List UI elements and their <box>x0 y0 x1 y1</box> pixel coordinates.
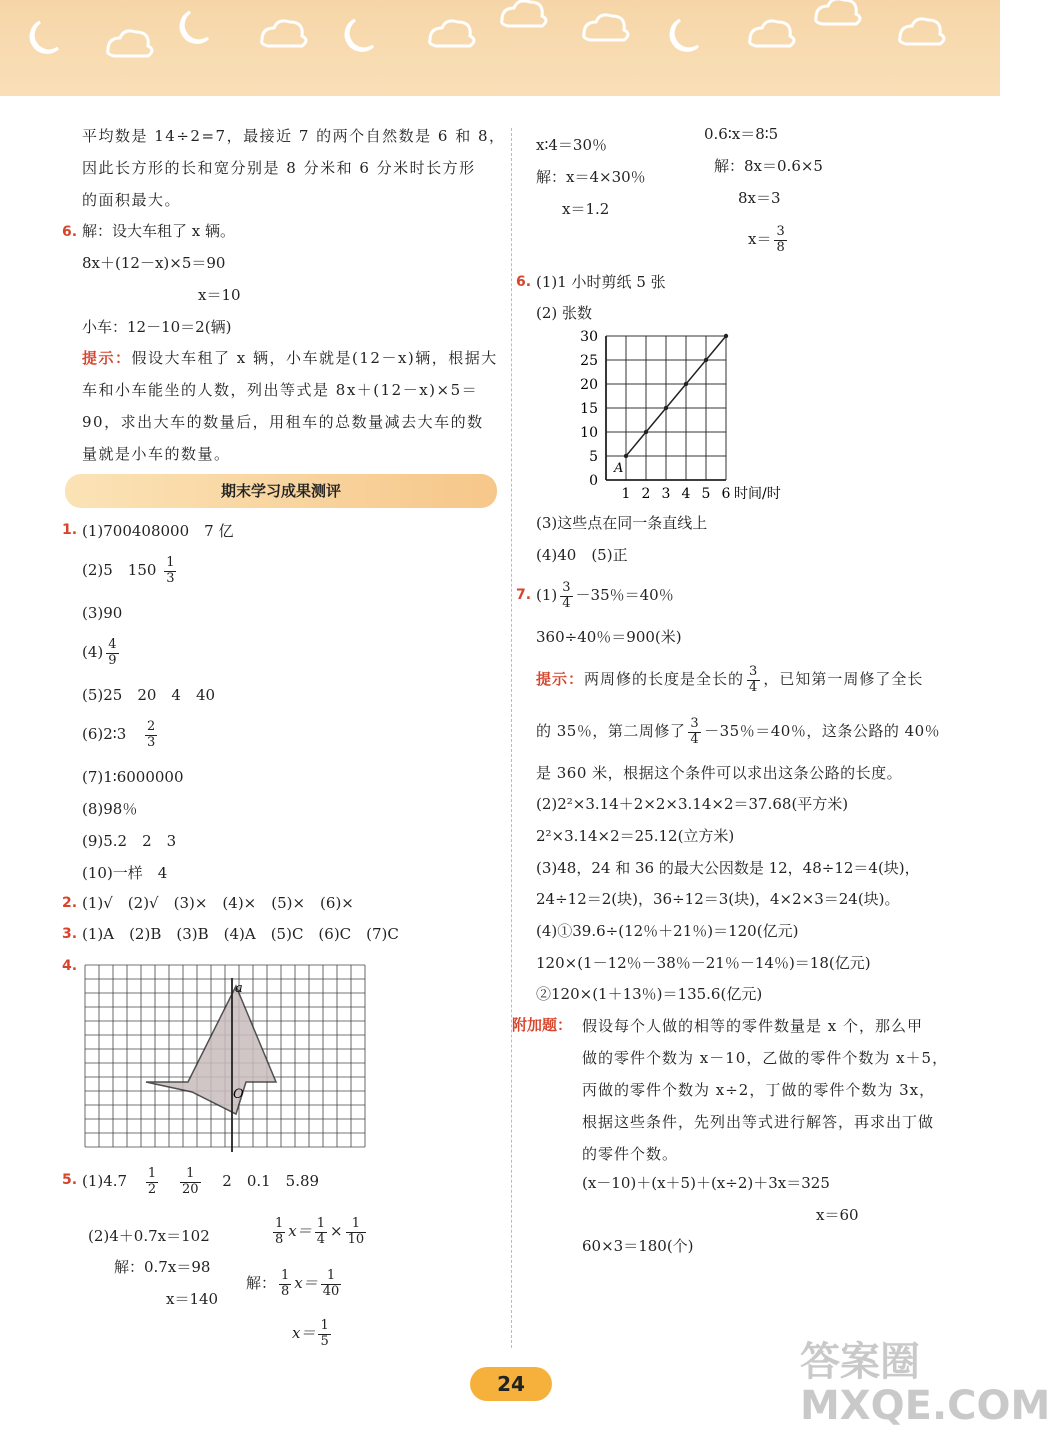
fraction <box>346 1217 367 1248</box>
fraction <box>315 1217 327 1248</box>
watermark-text: 答案圈 MXQE.COM <box>800 1339 1050 1429</box>
fraction <box>146 1167 158 1198</box>
cloud-icon <box>502 1 546 26</box>
answer: (3)这些点在同一条直线上 <box>536 514 708 532</box>
answer-text: (4) <box>82 643 104 661</box>
equation-text: x＝ <box>288 1222 312 1240</box>
equation: (x－10)＋(x＋5)＋(x÷2)＋3x＝325 <box>582 1174 830 1192</box>
answer: (8)98％ <box>82 800 138 818</box>
text-line: 丙做的零件个数为 x÷2，丁做的零件个数为 3x， <box>582 1081 936 1099</box>
column-divider <box>511 128 512 1348</box>
numerator: 3 <box>562 579 571 595</box>
y-tick-label: 15 <box>580 401 598 417</box>
hint-label: 提示： <box>82 349 132 367</box>
question-number: 6. <box>62 224 78 240</box>
numerator: 1 <box>180 1167 201 1183</box>
numerator: 1 <box>316 1215 326 1231</box>
text-line: 车和小车能坐的人数，列出等式是 8x＋(12－x)×5＝ <box>82 381 479 399</box>
answer-text: 2 0.1 5.89 <box>222 1172 320 1190</box>
equation: x＝140 <box>166 1290 219 1308</box>
fraction <box>106 638 118 669</box>
fraction <box>145 720 157 751</box>
left-para-1 <box>82 120 506 216</box>
cloud-icon <box>430 21 474 46</box>
denominator: 4 <box>562 595 571 611</box>
line-chart <box>540 322 800 506</box>
text-line: 做的零件个数为 x－10，乙做的零件个数为 x＋5， <box>582 1049 949 1067</box>
denominator: 3 <box>147 734 156 750</box>
question-number: 6. <box>516 274 532 290</box>
answer-text: (6)2∶3 <box>82 725 127 743</box>
left-hint <box>82 342 502 470</box>
answer: (2) 张数 <box>536 304 593 322</box>
denominator: 4 <box>690 731 700 747</box>
text-line: 因此长方形的长和宽分别是 8 分米和 6 分米时长方形 <box>82 159 476 177</box>
equation <box>246 1264 344 1302</box>
equation: 解：8x＝0.6×5 <box>714 157 823 175</box>
text-line: 量就是小车的数量。 <box>82 445 231 463</box>
cloud-icon <box>262 21 306 46</box>
denominator: 4 <box>749 679 759 695</box>
answer-text: (1)4.7 <box>82 1172 128 1190</box>
equation: x＝1.2 <box>562 200 610 218</box>
text-line: 解：设大车租了 x 辆。 <box>82 222 235 240</box>
watermark <box>800 1340 1050 1428</box>
equation: 0.6∶x＝8∶5 <box>704 125 779 143</box>
hint-text: ，已知第一周修了全长 <box>763 670 924 688</box>
equation: 8x＝3 <box>738 189 781 207</box>
equation-text: x＝ <box>294 1274 318 1292</box>
text-line: 小车：12－10＝2(辆) <box>82 318 232 336</box>
section-header <box>65 474 497 508</box>
numerator: 3 <box>749 663 759 679</box>
answer: (1)√ (2)√ (3)× (4)× (5)× (6)× <box>82 894 354 912</box>
answer-text: (1) <box>536 586 558 604</box>
data-point <box>664 406 668 410</box>
answer: (1)700408000 7 亿 <box>82 522 234 540</box>
fraction <box>273 1217 285 1248</box>
question-number: 3. <box>62 926 78 942</box>
y-tick-label: 10 <box>580 425 598 441</box>
series-line <box>626 336 726 456</box>
data-point <box>724 334 728 338</box>
point-label: A <box>614 461 624 476</box>
equation: 解：0.7x＝98 <box>114 1258 211 1276</box>
denominator: 20 <box>181 1181 199 1197</box>
cloud-icon <box>816 0 860 24</box>
text-line: 的零件个数。 <box>582 1145 679 1163</box>
equation-text: x＝ <box>292 1324 316 1342</box>
cloud-icon <box>584 15 628 40</box>
numerator: 1 <box>147 1165 157 1181</box>
x-tick-label: 5 <box>701 486 711 502</box>
equation <box>270 1212 369 1250</box>
text-line: 90，求出大车的数量后，用租车的总数量减去大车的数 <box>82 413 484 431</box>
answer <box>82 716 160 752</box>
equation <box>748 220 790 258</box>
y-tick-label: 0 <box>589 473 598 489</box>
numerator: 1 <box>321 1269 342 1285</box>
hint-line <box>536 660 923 698</box>
text-line: 假设每个人做的相等的零件数量是 x 个，那么甲 <box>582 1017 923 1035</box>
numerator: 1 <box>320 1317 329 1333</box>
x-tick-label: 2 <box>641 486 651 502</box>
denominator: 2 <box>147 1181 157 1197</box>
top-banner <box>0 0 1000 96</box>
moon-icon <box>346 20 373 50</box>
section-title: 期末学习成果测评 <box>220 482 341 500</box>
x-tick-label: 3 <box>661 486 671 502</box>
x-tick-label: 1 <box>621 486 631 502</box>
fraction <box>747 665 760 696</box>
answer: (9)5.2 2 3 <box>82 832 177 850</box>
answer-text: (2)5 150 <box>82 561 157 579</box>
denominator: 8 <box>275 1231 284 1247</box>
question-number: 7. <box>516 587 532 603</box>
numerator: 4 <box>108 636 117 652</box>
fraction <box>774 225 786 256</box>
denominator: 3 <box>166 570 175 586</box>
data-point <box>704 358 708 362</box>
answer: 360÷40％＝900(米) <box>536 628 682 646</box>
data-point <box>684 382 688 386</box>
equation: x∶4＝30％ <box>536 136 607 154</box>
equation: 8x＋(12－x)×5＝90 <box>82 254 226 272</box>
equation: x＝10 <box>198 286 241 304</box>
grid-figure <box>84 964 366 1154</box>
question-number: 2. <box>62 895 78 911</box>
equation: 60×3＝180(个) <box>582 1237 694 1255</box>
answer: (4)①39.6÷(12％＋21％)＝120(亿元) <box>536 922 799 940</box>
hint-text: 的 35％，第二周修了 <box>536 722 686 740</box>
answer: 2²×3.14×2＝25.12(立方米) <box>536 827 735 845</box>
answer: (5)25 20 4 40 <box>82 686 216 704</box>
hint-line: 是 360 米，根据这个条件可以求出这条公路的长度。 <box>536 764 903 782</box>
denominator: 9 <box>108 652 117 668</box>
x-tick-label: 6 <box>721 486 731 502</box>
text-line: 的面积最大。 <box>82 191 182 209</box>
operator: × <box>330 1222 343 1240</box>
weather-decoration-icons <box>0 0 1000 96</box>
numerator: 2 <box>147 718 156 734</box>
equation: 解：x＝4×30％ <box>536 168 646 186</box>
fraction <box>318 1319 330 1350</box>
answer-text: －35％＝40％ <box>575 586 674 604</box>
fraction <box>321 1269 342 1300</box>
cloud-icon <box>108 31 152 56</box>
denominator: 8 <box>776 239 785 255</box>
fraction <box>180 1167 201 1198</box>
numerator: 1 <box>281 1267 290 1283</box>
question-number: 5. <box>62 1172 78 1188</box>
page-number: 24 <box>470 1367 552 1401</box>
bonus-text <box>582 1010 948 1170</box>
answer <box>82 634 122 670</box>
fraction <box>560 581 572 612</box>
y-tick-label: 20 <box>580 377 598 393</box>
answer: (3)90 <box>82 604 123 622</box>
fraction <box>688 717 701 748</box>
bonus-label-text: 附加题： <box>512 1016 573 1034</box>
answer: (10)一样 4 <box>82 864 168 882</box>
answer: (4)40 (5)正 <box>536 546 628 564</box>
fraction <box>279 1269 291 1300</box>
answer: 24÷12＝2(块)，36÷12＝3(块)，4×2×3＝24(块)。 <box>536 890 900 908</box>
answer: ②120×(1＋13％)＝135.6(亿元) <box>536 985 763 1003</box>
x-tick-label: 4 <box>681 486 691 502</box>
y-tick-label: 5 <box>589 449 598 465</box>
numerator: 1 <box>166 554 175 570</box>
hint-label: 提示： <box>536 670 585 688</box>
label-a: a <box>235 981 243 996</box>
equation-text: x＝ <box>748 230 772 248</box>
answer <box>82 552 179 588</box>
hint-text: －35％＝40％，这条公路的 40％ <box>704 722 941 740</box>
text-line: 根据这些条件，先列出等式进行解答，再求出丁做 <box>582 1113 935 1131</box>
x-axis-label: 时间/时 <box>734 486 781 502</box>
label-o: O <box>233 1087 244 1102</box>
text-line: 平均数是 14÷2=7，最接近 7 的两个自然数是 6 和 8， <box>82 127 506 145</box>
hint-text: 两周修的长度是全长的 <box>584 670 745 688</box>
denominator: 5 <box>320 1333 329 1349</box>
answer <box>536 576 674 614</box>
answer <box>82 1162 319 1200</box>
moon-icon <box>31 22 58 52</box>
moon-icon <box>181 12 208 42</box>
denominator: 8 <box>281 1283 290 1299</box>
answer: 120×(1－12％－38％－21％－14％)＝18(亿元) <box>536 954 871 972</box>
equation: (2)4＋0.7x＝102 <box>88 1227 210 1245</box>
question-number: 1. <box>62 522 78 538</box>
question-number: 4. <box>62 958 78 974</box>
hint-line <box>536 712 940 750</box>
denominator: 4 <box>316 1231 326 1247</box>
numerator: 3 <box>690 715 700 731</box>
text-line: 假设大车租了 x 辆，小车就是(12－x)辆，根据大 <box>131 349 498 367</box>
bonus-label <box>512 1018 572 1033</box>
answer: (1)A (2)B (3)B (4)A (5)C (6)C (7)C <box>82 925 399 943</box>
equation-text: 解： <box>246 1274 277 1292</box>
numerator: 1 <box>346 1217 367 1233</box>
denominator: 40 <box>322 1283 340 1299</box>
answer: (3)48，24 和 36 的最大公因数是 12，48÷12＝4(块)， <box>536 859 920 877</box>
y-tick-label: 30 <box>580 329 598 345</box>
equation <box>292 1314 334 1352</box>
numerator: 3 <box>776 223 785 239</box>
denominator: 10 <box>347 1231 365 1247</box>
answer: (1)1 小时剪纸 5 张 <box>536 273 666 291</box>
answer: (7)1∶6000000 <box>82 768 184 786</box>
cloud-icon <box>900 19 944 44</box>
data-point <box>624 454 628 458</box>
data-point <box>644 430 648 434</box>
y-tick-label: 25 <box>580 353 598 369</box>
cloud-icon <box>750 21 794 46</box>
equation: x＝60 <box>816 1206 859 1224</box>
numerator: 1 <box>275 1215 284 1231</box>
moon-icon <box>671 20 698 50</box>
answer: (2)2²×3.14＋2×2×3.14×2＝37.68(平方米) <box>536 795 849 813</box>
fraction <box>164 556 176 587</box>
